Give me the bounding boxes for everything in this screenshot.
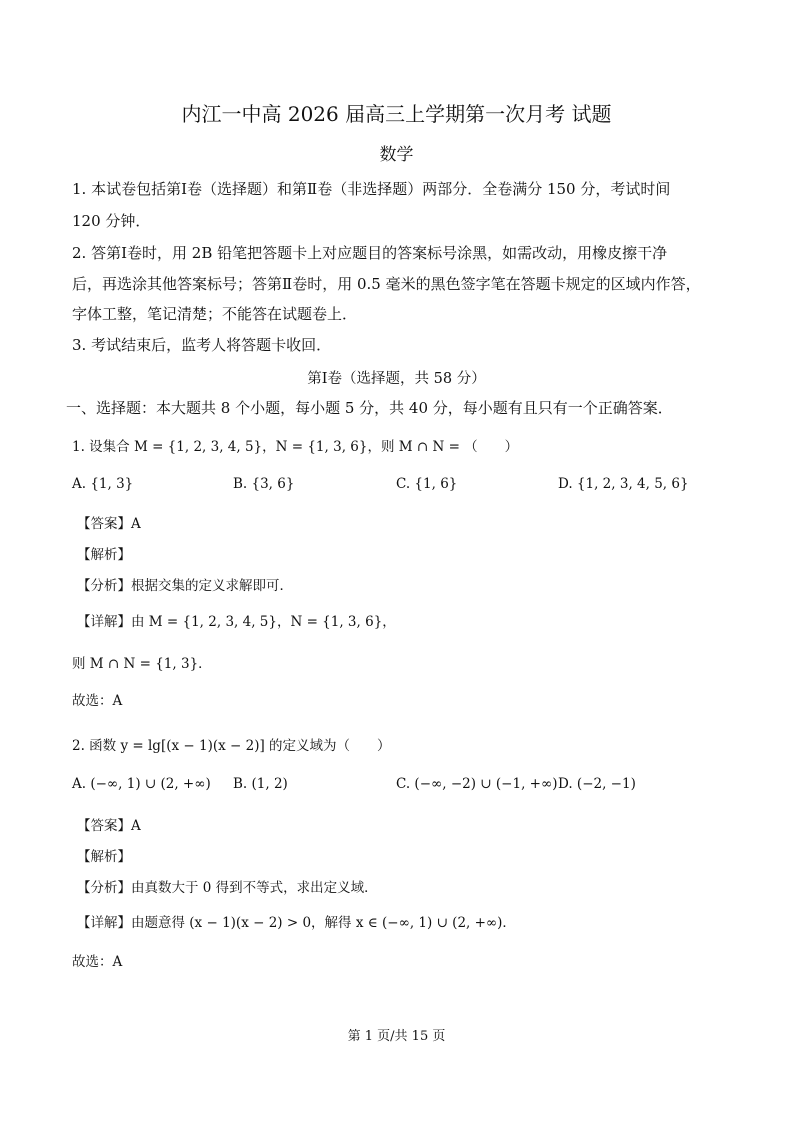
question-1-analysis-label: 【解析】 <box>77 547 131 563</box>
note-1: 1. 本试卷包括第Ⅰ卷（选择题）和第Ⅱ卷（非选择题）两部分．全卷满分 150 分，考试时间 <box>72 180 671 198</box>
question-1-detail-2: 则 M ∩ N = {1, 3}． <box>72 656 212 672</box>
part-heading: 一、选择题：本大题共 8 个小题，每小题 5 分，共 40 分，每小题有且只有一个正确答案． <box>66 399 673 417</box>
question-1-analysis: 【分析】根据交集的定义求解即可． <box>77 578 293 594</box>
question-2-option-c: C. (−∞, −2) ∪ (−1, +∞) <box>396 776 558 792</box>
note-1-cont: 120 分钟． <box>72 212 151 230</box>
question-2-stem: 2. 函数 y = lg[(x − 1)(x − 2)] 的定义域为（ ） <box>72 738 391 754</box>
question-2-answer: 【答案】A <box>77 818 141 834</box>
question-1-option-c: C. {1, 6} <box>396 476 458 492</box>
note-3: 3. 考试结束后，监考人将答题卡收回． <box>72 336 332 354</box>
question-1-option-a: A. {1, 3} <box>72 476 134 492</box>
page-footer: 第 1 页/共 15 页 <box>347 1029 446 1044</box>
document-title: 内江一中高 2026 届高三上学期第一次月考 试题 <box>181 102 612 126</box>
question-2-option-d: D. (−2, −1) <box>558 776 636 792</box>
question-1-stem: 1. 设集合 M = {1, 2, 3, 4, 5}，N = {1, 3, 6}，则 M ∩ N = （ ） <box>72 439 519 455</box>
note-2-cont2: 字体工整，笔记清楚；不能答在试题卷上． <box>72 305 358 323</box>
question-2-option-b: B. (1, 2) <box>233 776 288 792</box>
question-1-option-b: B. {3, 6} <box>233 476 295 492</box>
question-2-detail: 【详解】由题意得 (x − 1)(x − 2) > 0，解得 x ∈ (−∞, 1) ∪ (2, +∞)． <box>77 915 516 931</box>
question-2-analysis: 【分析】由真数大于 0 得到不等式，求出定义域． <box>77 880 378 896</box>
question-2-choice: 故选：A <box>72 954 123 970</box>
question-2-analysis-label: 【解析】 <box>77 849 131 865</box>
question-1-option-d: D. {1, 2, 3, 4, 5, 6} <box>558 476 689 492</box>
note-2: 2. 答第Ⅰ卷时，用 2B 铅笔把答题卡上对应题目的答案标号涂黑，如需改动，用橡皮擦干净 <box>72 244 668 262</box>
question-1-detail: 【详解】由 M = {1, 2, 3, 4, 5}，N = {1, 3, 6}， <box>77 614 396 630</box>
question-1-choice: 故选：A <box>72 693 123 709</box>
note-2-cont: 后，再选涂其他答案标号；答第Ⅱ卷时，用 0.5 毫米的黑色签字笔在答题卡规定的区域内作答， <box>72 275 701 293</box>
question-2-option-a: A. (−∞, 1) ∪ (2, +∞) <box>72 776 211 792</box>
subject-title: 数学 <box>379 145 414 165</box>
question-1-answer: 【答案】A <box>77 516 141 532</box>
section-title: 第Ⅰ卷（选择题，共 58 分） <box>307 371 486 387</box>
